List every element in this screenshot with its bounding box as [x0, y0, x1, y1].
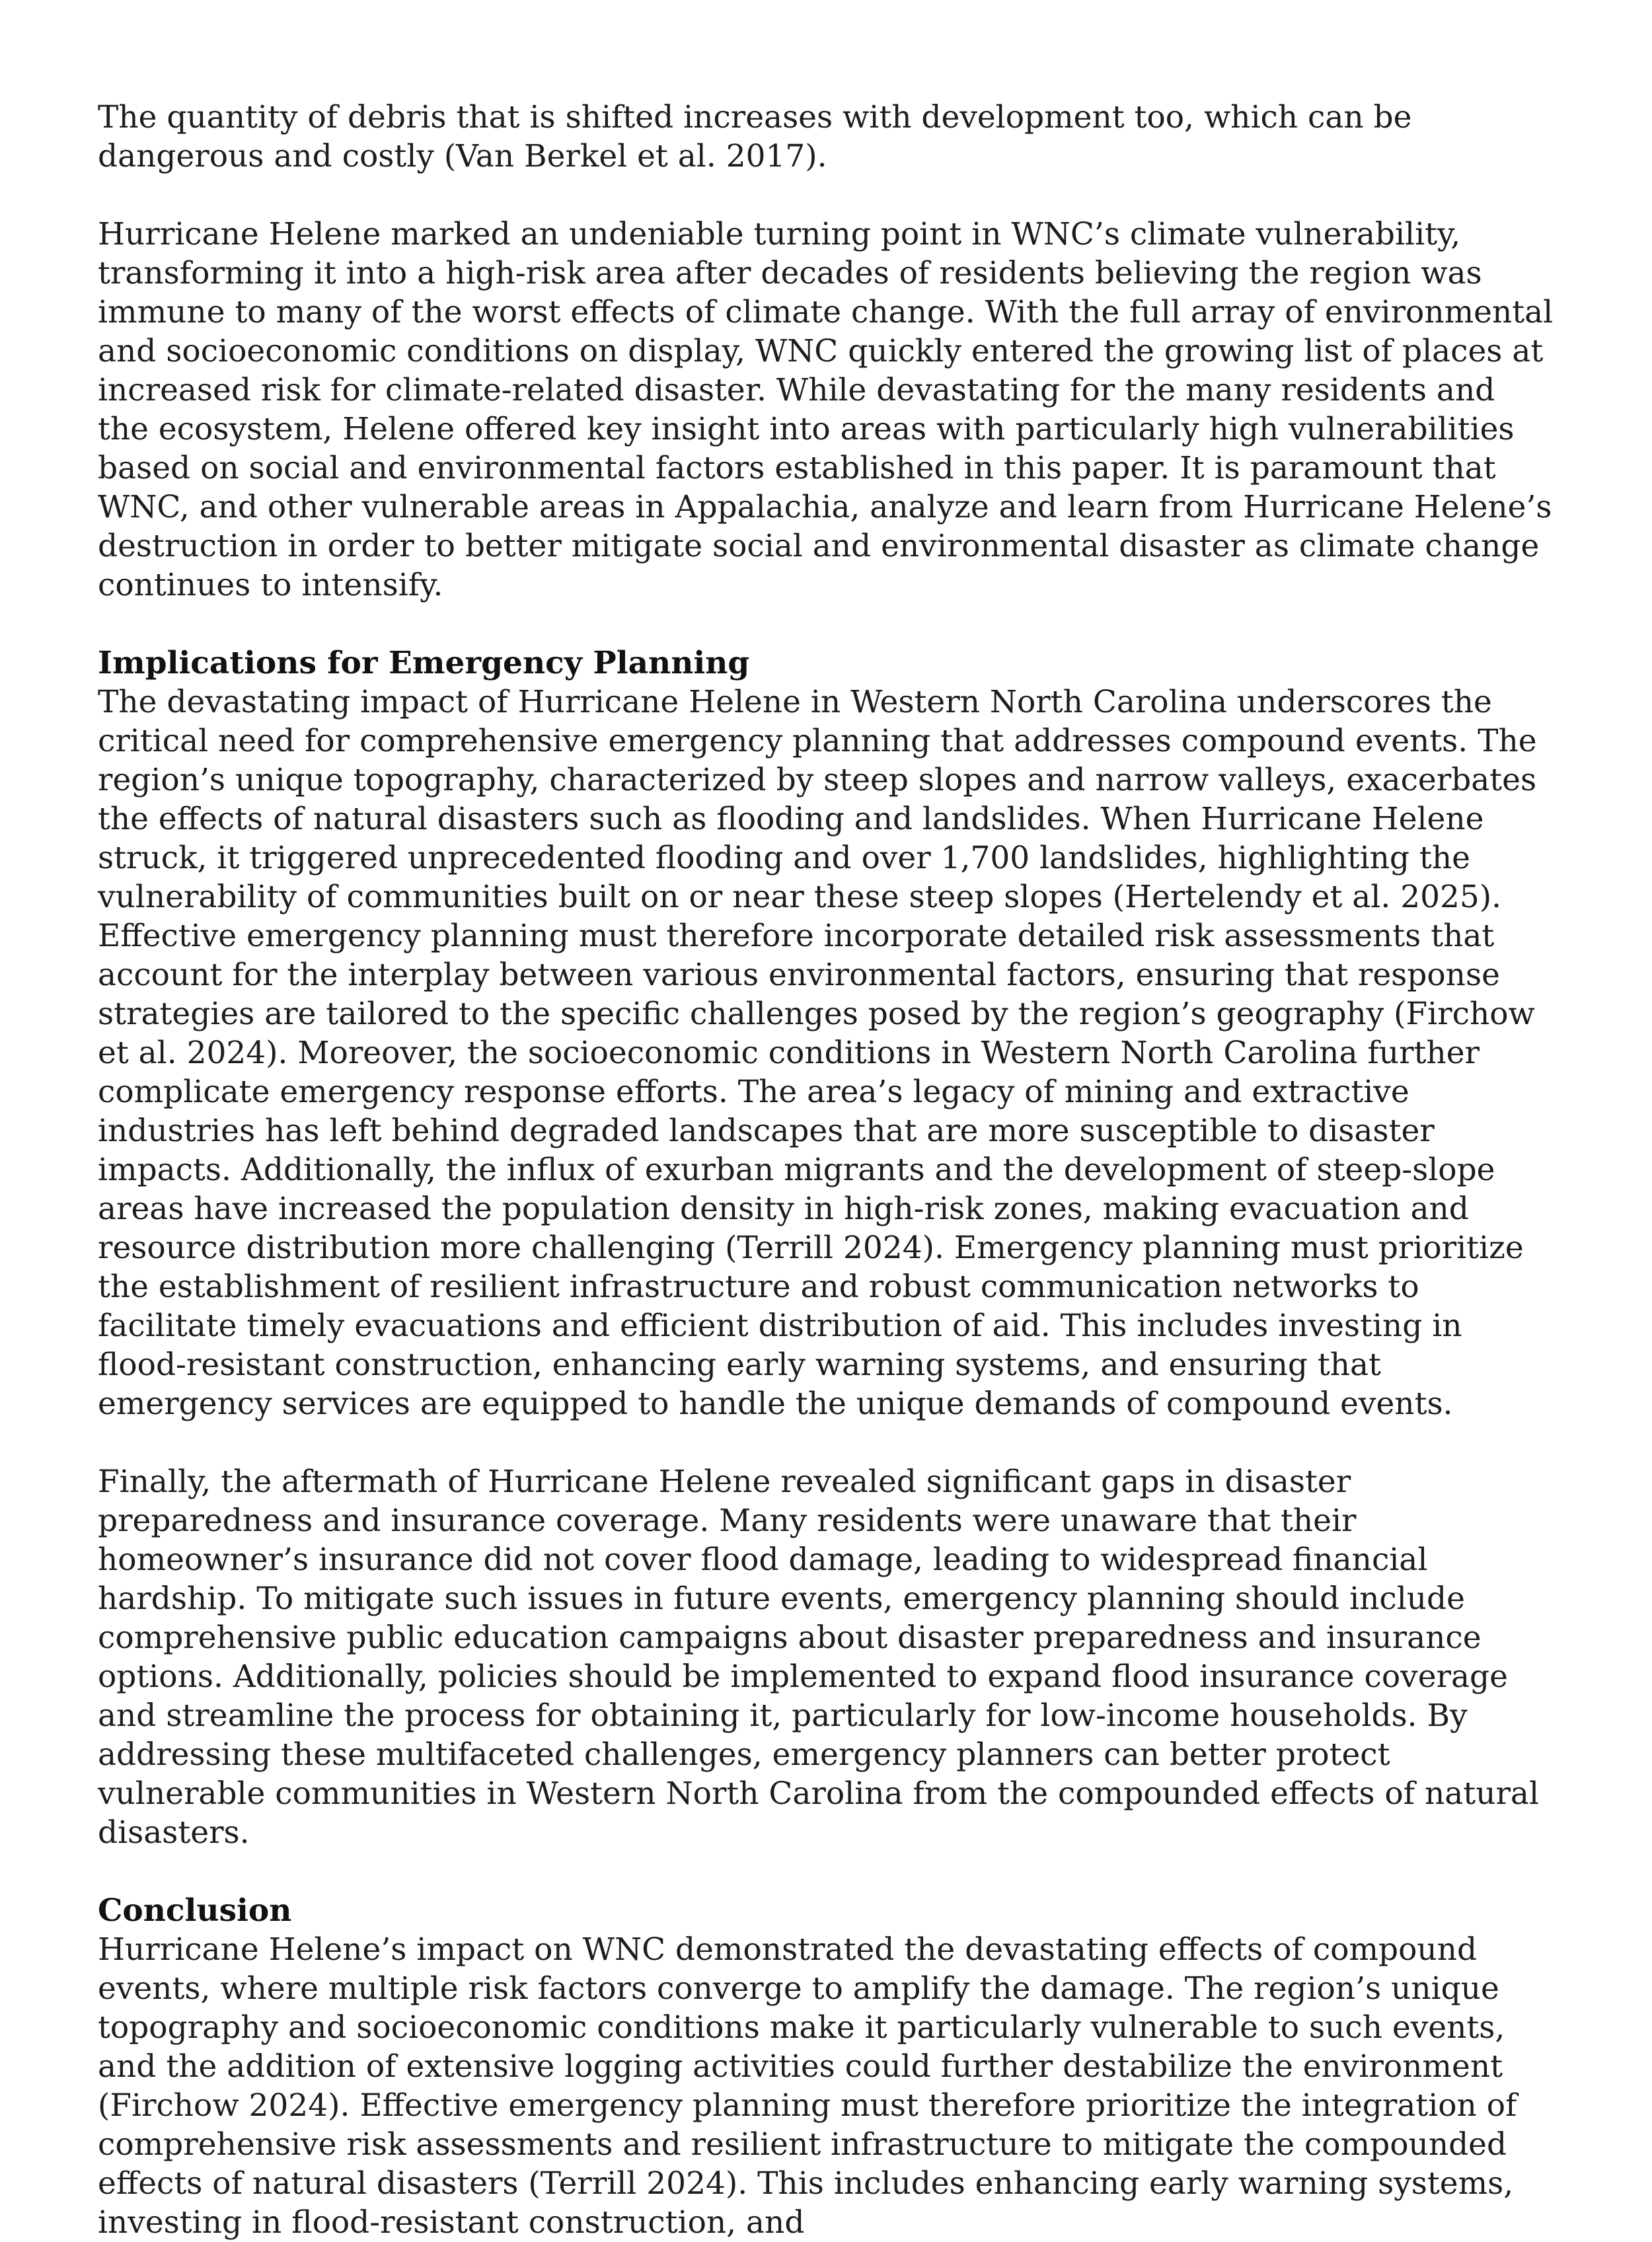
paragraph-emergency-planning-2: Finally, the aftermath of Hurricane Helene revealed significant gaps in disaster preparedness and insurance coverage. Many residents were unaware that their homeowner’s insurance did not cover flood damage, leading to widespread financial hardship. To mitigate such issues in future events, emergency planning should include comprehensive public education campaigns about disaster preparedness and insurance options. Additionally, policies should be implemented to expand flood insurance coverage and streamline the process for obtaining it, particularly for low-income households. By addressing these multifaceted challenges, emergency planners can better protect vulnerable communities in Western North Carolina from the compounded effects of natural disasters.: [98, 1464, 1539, 1851]
paragraph-debris: The quantity of debris that is shifted increases with development too, which can be dangerous and costly (Van Berkel et al. 2017).: [98, 99, 1412, 174]
paragraph-emergency-planning-1: The devastating impact of Hurricane Helene in Western North Carolina underscores the critical need for comprehensive emergency planning that addresses compound events. The region’s unique topography, characterized by steep slopes and narrow valleys, exacerbates the effects of natural disasters such as flooding and landslides. When Hurricane Helene struck, it triggered unprecedented flooding and over 1,700 landslides, highlighting the vulnerability of communities built on or near these steep slopes (Hertelendy et al. 2025). Effective emergency planning must therefore incorporate detailed risk assessments that account for the interplay between various environmental factors, ensuring that response strategies are tailored to the specific challenges posed by the region’s geography (Firchow et al. 2024). Moreover, the socioeconomic conditions in Western North Carolina further complicate emergency response efforts. The area’s legacy of mining and extractive industries has left behind degraded landscapes that are more susceptible to disaster impacts. Additionally, the influx of exurban migrants and the development of steep-slope areas have increased the population density in high-risk zones, making evacuation and resource distribution more challenging (Terrill 2024). Emergency planning must prioritize the establishment of resilient infrastructure and robust communication networks to facilitate timely evacuations and efficient distribution of aid. This includes investing in flood-resistant construction, enhancing early warning systems, and ensuring that emergency services are equipped to handle the unique demands of compound events.: [98, 684, 1537, 1422]
heading-conclusion: Conclusion: [98, 1892, 292, 1929]
document-page: [98, 98, 1555, 2242]
heading-emergency-planning: Implications for Emergency Planning: [98, 645, 750, 681]
paragraph-conclusion-1: Hurricane Helene’s impact on WNC demonstrated the devastating effects of compound events, where multiple risk factors converge to amplify the damage. The region’s unique topography and socioeconomic conditions make it particularly vulnerable to such events, and the addition of extensive logging activities could further destabilize the environment (Firchow 2024). Effective emergency planning must therefore prioritize the integration of comprehensive risk assessments and resilient infrastructure to mitigate the compounded effects of natural disasters (Terrill 2024). This includes enhancing early warning systems, investing in flood-resistant construction, and: [98, 1931, 1517, 2241]
paragraph-turning-point: Hurricane Helene marked an undeniable turning point in WNC’s climate vulnerability, transforming it into a high-risk area after decades of residents believing the region was immune to many of the worst effects of climate change. With the full array of environmental and socioeconomic conditions on display, WNC quickly entered the growing list of places at increased risk for climate-related disaster. While devastating for the many residents and the ecosystem, Helene offered key insight into areas with particularly high vulnerabilities based on social and environmental factors established in this paper. It is paramount that WNC, and other vulnerable areas in Appalachia, analyze and learn from Hurricane Helene’s destruction in order to better mitigate social and environmental disaster as climate change continues to intensify.: [98, 216, 1554, 603]
